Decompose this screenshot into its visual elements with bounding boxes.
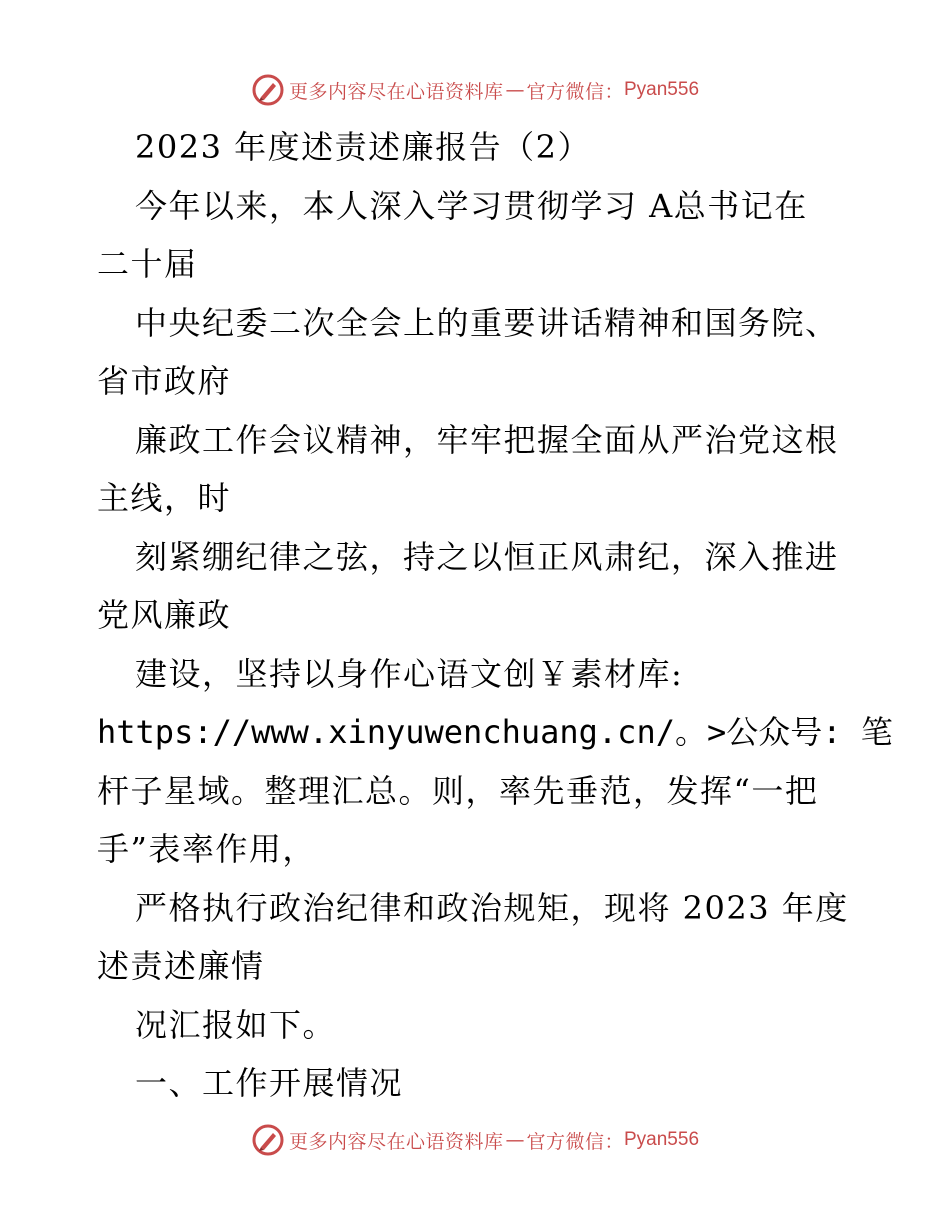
document-body xyxy=(97,118,893,1113)
document-title: 2023 年度述责述廉报告（2） xyxy=(135,128,591,166)
paragraph-line: 杆子星域。整理汇总。则，率先垂范，发挥“一把 xyxy=(97,771,819,810)
url-line: https://www.xinyuwenchuang.cn/。>公众号: 笔 xyxy=(97,713,893,751)
paragraph-line: 建设，坚持以身作心语文创￥素材库: xyxy=(135,654,684,693)
section-heading: 一、工作开展情况 xyxy=(135,1064,404,1102)
paragraph-line: 今年以来，本人深入学习贯彻学习 A总书记在 xyxy=(135,186,808,225)
watermark-separator: — xyxy=(505,79,525,101)
pen-logo-icon xyxy=(251,73,285,107)
footer-watermark xyxy=(0,1120,950,1160)
paragraph-line: 刻紧绷纪律之弦，持之以恒正风肃纪，深入推进 xyxy=(135,537,839,576)
paragraph-line: 党风廉政 xyxy=(97,596,232,634)
watermark-official: 官方微信： xyxy=(526,1130,624,1153)
paragraph-line: 廉政工作会议精神，牢牢把握全面从严治党这根 xyxy=(135,420,839,459)
paragraph-line: 述责述廉情 xyxy=(97,947,265,985)
watermark-wechat-id: Pyan556 xyxy=(624,1129,700,1150)
watermark-text: 更多内容尽在心语资料库 xyxy=(288,80,504,103)
watermark-text: 更多内容尽在心语资料库 xyxy=(288,1130,504,1153)
paragraph-line: 二十届 xyxy=(97,245,198,283)
pen-logo-icon xyxy=(251,1123,285,1157)
paragraph-line: 中央纪委二次全会上的重要讲话精神和国务院、 xyxy=(135,303,839,342)
paragraph-line: 手”表率作用， xyxy=(97,830,316,868)
paragraph-line: 况汇报如下。 xyxy=(135,1005,337,1044)
watermark-separator: — xyxy=(505,1129,525,1151)
paragraph-line: 省市政府 xyxy=(97,362,232,400)
watermark-wechat-id: Pyan556 xyxy=(624,79,700,100)
header-watermark xyxy=(0,70,950,110)
watermark-official: 官方微信： xyxy=(526,80,624,103)
paragraph-line: 主线，时 xyxy=(97,479,232,517)
paragraph-line: 严格执行政治纪律和政治规矩，现将 2023 年度 xyxy=(135,888,849,927)
